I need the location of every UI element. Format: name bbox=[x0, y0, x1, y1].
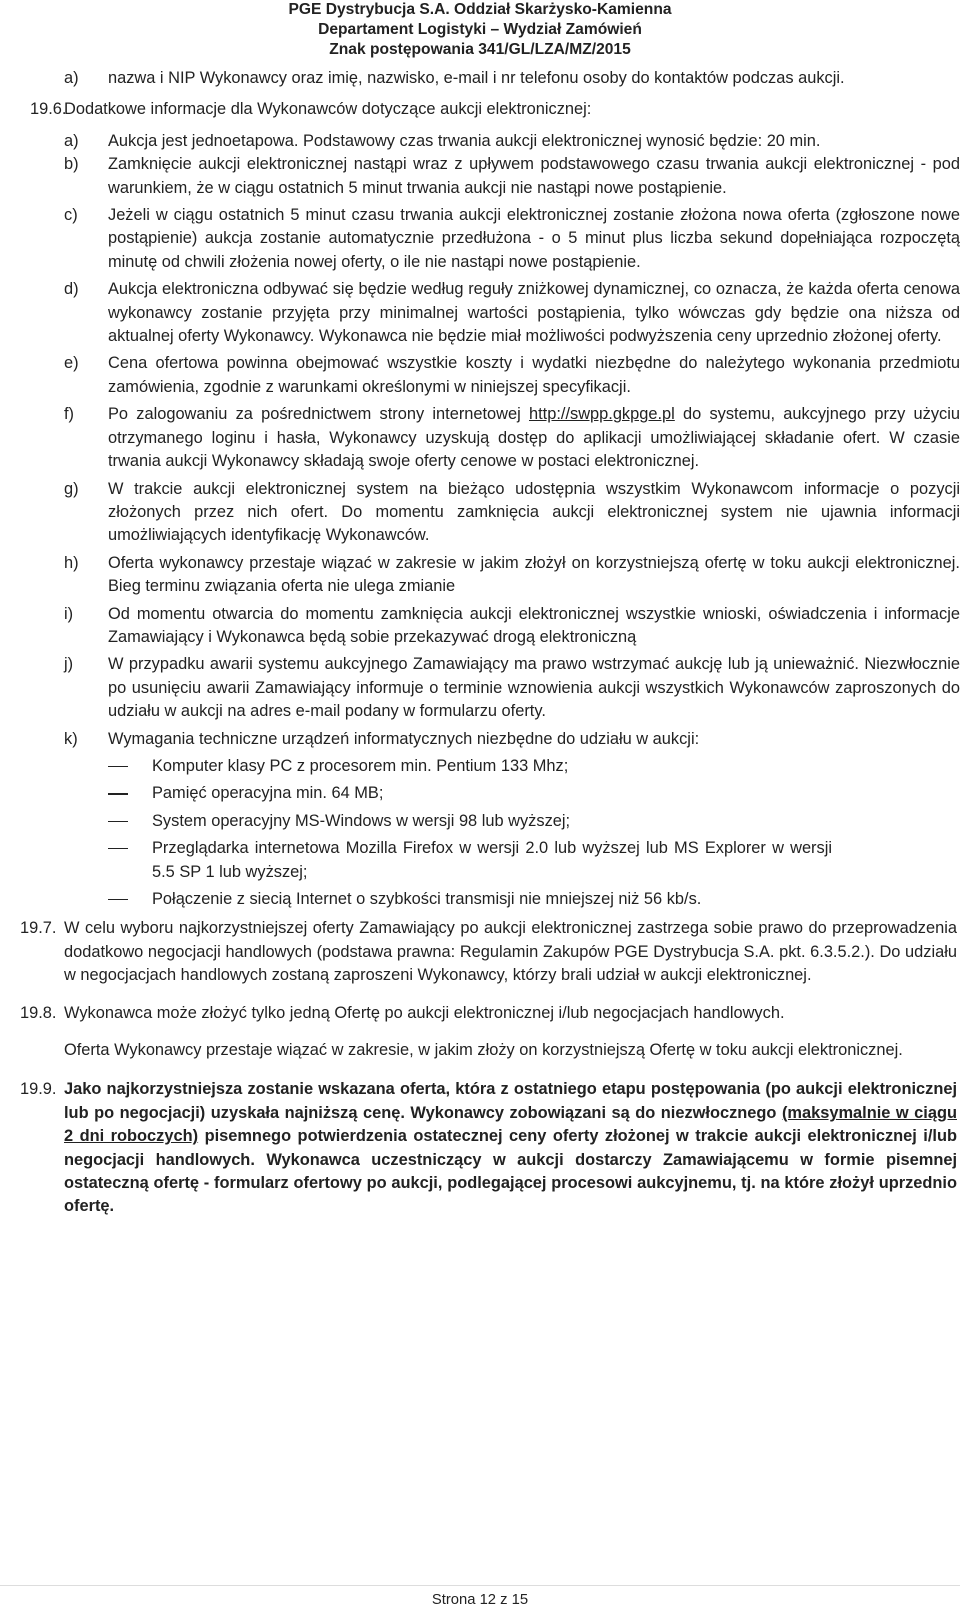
list-item bbox=[64, 130, 960, 153]
section-19-8 bbox=[0, 1002, 960, 1063]
item-text-after-link: do systemu, aukcyjnego przy użyciu otrzymanego loginu i hasła, Wykonawcy uzyskują dostęp do aplikacji umożliwiającej składanie ofert. W czasie trwania aukcji Wykonawcy składają swoje oferty cenowe w postaci elektronicznej. bbox=[108, 405, 960, 471]
list-item bbox=[64, 67, 960, 90]
swpp-link[interactable]: http://swpp.gkpge.pl bbox=[529, 405, 675, 424]
section-paragraph: Oferta Wykonawcy przestaje wiązać w zakresie, w jakim złoży on korzystniejszą Ofertę w toku aukcji elektronicznej. bbox=[64, 1041, 903, 1060]
item-text: Od momentu otwarcia do momentu zamknięcia aukcji elektronicznej wszystkie wnioski, oświadczenia i informacje Zamawiający i Wykonawca będą sobie przekazywać drogą elektroniczną bbox=[108, 604, 960, 646]
list-item bbox=[64, 153, 960, 200]
requirement-item bbox=[108, 837, 960, 884]
item-label: i) bbox=[64, 604, 74, 623]
item-label: f) bbox=[64, 405, 75, 424]
section-text: Wykonawca może złożyć tylko jedną Ofertę po aukcji elektronicznej i/lub negocjacjach handlowych. bbox=[64, 1003, 785, 1022]
header-department: Departament Logistyki – Wydział Zamówień bbox=[318, 21, 642, 38]
page-header bbox=[0, 0, 960, 60]
section-19-6 bbox=[0, 98, 960, 911]
requirement-item bbox=[108, 755, 960, 778]
requirement-text: Połączenie z siecią Internet o szybkości transmisji nie mniejszej niż 56 kb/s. bbox=[152, 890, 702, 908]
list-item bbox=[64, 204, 960, 274]
dash-bullet-icon bbox=[108, 837, 152, 860]
list-item bbox=[64, 552, 960, 599]
section-text-after: pisemnego potwierdzenia ostatecznej ceny oferty złożonej w trakcie aukcji elektronicznej i/lub negocjacji handlowych. Wykonawca uczestniczący w aukcji dostarczy Zamawiającemu w formie pisemnej ostateczną ofertę - formularz ofertowy po aukcji, podlegającej procesowi aukcyjnemu, tj. na które złożył uprzednio ofertę. bbox=[64, 1127, 957, 1216]
item-text: Aukcja elektroniczna odbywać się będzie według reguły zniżkowej dynamicznej, co oznacza, że każda oferta cenowa wykonawcy zostanie przyjęta przy minimalnej wartości postąpienia, tylko wówczas gdy będzie ona niższa od aktualnej oferty Wykonawcy. Wykonawca nie będzie miał możliwości podwyższenia ceny uprzednio złożonej oferty. bbox=[108, 280, 960, 346]
item-text-before-link: Po zalogowaniu za pośrednictwem strony internetowej bbox=[108, 405, 521, 424]
requirement-text: Komputer klasy PC z procesorem min. Pentium 133 Mhz; bbox=[152, 756, 569, 775]
item-text bbox=[108, 403, 960, 473]
section-19-7 bbox=[0, 917, 960, 987]
requirement-text: Przeglądarka internetowa Mozilla Firefox w wersji 2.0 lub wyższej lub MS Explorer w wersji 5.5 SP 1 lub wyższej; bbox=[152, 839, 832, 881]
requirement-item bbox=[108, 810, 960, 833]
list-item bbox=[64, 403, 960, 473]
item-label: g) bbox=[64, 479, 79, 498]
requirement-item bbox=[108, 888, 960, 911]
page-footer bbox=[0, 1591, 960, 1609]
item-label: a) bbox=[64, 69, 79, 87]
requirement-item bbox=[108, 782, 960, 805]
dash-bullet-icon bbox=[108, 888, 152, 911]
dash-bullet-icon bbox=[108, 782, 152, 805]
item-text: Jeżeli w ciągu ostatnich 5 minut czasu trwania aukcji elektronicznej zostanie złożona nowa oferta (zgłoszone nowe postąpienie) aukcja zostanie automatycznie przedłużona - o 5 minut plus liczba sekund dopełniająca rozpoczętą minutę od chwili złożenia nowej oferty, o ile nie nastąpi nowe postąpienie. bbox=[108, 206, 960, 271]
item-text: Cena ofertowa powinna obejmować wszystkie koszty i wydatki niezbędne do należytego wykonania przedmiotu zamówienia, zgodnie z warunkami określonymi w niniejszej specyfikacji. bbox=[108, 354, 960, 396]
item-text: W trakcie aukcji elektronicznej system na bieżąco udostępnia wszystkim Wykonawcom informacje o pozycji złożonych przez nich ofert. Do momentu zamknięcia aukcji elektronicznej system nie ujawnia informacji umożliwiających identyfikację Wykonawców. bbox=[108, 479, 960, 545]
item-label: j) bbox=[64, 655, 74, 674]
section-number: 19.7. bbox=[20, 919, 57, 938]
list-item bbox=[64, 278, 960, 348]
item-text: W przypadku awarii systemu aukcyjnego Zamawiający ma prawo wstrzymać aukcję lub ją unieważnić. Niezwłocznie po usunięciu awarii Zamawiający informuje o terminie wznowienia aukcji wszystkich Wykonawców zaproszonych do udziału w aukcji na adres e-mail podany w formularzu oferty. bbox=[108, 655, 960, 721]
section-title: Dodatkowe informacje dla Wykonawców dotyczące aukcji elektronicznej: bbox=[64, 100, 592, 119]
section-number: 19.6. bbox=[30, 100, 67, 119]
page-number: Strona 12 z 15 bbox=[431, 1592, 529, 1608]
header-company: PGE Dystrybucja S.A. Oddział Skarżysko-Kamienna bbox=[288, 1, 672, 18]
item-label: e) bbox=[64, 354, 79, 373]
dash-bullet-icon bbox=[108, 810, 152, 833]
section-text: W celu wyboru najkorzystniejszej oferty Zamawiający po aukcji elektronicznej zastrzega sobie prawo do przeprowadzenia dodatkowo negocjacji handlowych (podstawa prawna: Regulamin Zakupów PGE Dystrybucja S.A. pkt. 6.3.5.2.). Do udziału w negocjacjach handlowych zostaną zaproszeni Wykonawcy, którzy brali udział w aukcji elektronicznej. bbox=[64, 919, 957, 985]
document-body bbox=[0, 67, 960, 1219]
list-item bbox=[64, 653, 960, 723]
item-text: Oferta wykonawcy przestaje wiązać w zakresie w jakim złożył on korzystniejszą ofertę w toku aukcji elektronicznej. Bieg terminu związania oferta nie ulega zmianie bbox=[108, 553, 960, 596]
requirement-text: Pamięć operacyjna min. 64 MB; bbox=[152, 784, 384, 803]
section-text bbox=[64, 1078, 957, 1218]
item-label: h) bbox=[64, 553, 79, 572]
requirement-text: System operacyjny MS-Windows w wersji 98 lub wyższej; bbox=[152, 811, 571, 830]
list-item bbox=[64, 603, 960, 650]
item-label: c) bbox=[64, 206, 78, 225]
list-item bbox=[64, 352, 960, 399]
header-case-number: Znak postępowania 341/GL/LZA/MZ/2015 bbox=[329, 41, 631, 58]
section-number: 19.8. bbox=[20, 1003, 57, 1022]
item-label: d) bbox=[64, 280, 79, 299]
item-text: nazwa i NIP Wykonawcy oraz imię, nazwisko, e-mail i nr telefonu osoby do kontaktów podczas aukcji. bbox=[108, 69, 845, 87]
section-number: 19.9. bbox=[20, 1080, 57, 1099]
section-19-9 bbox=[0, 1078, 960, 1218]
list-item bbox=[64, 478, 960, 548]
item-label: a) bbox=[64, 131, 79, 150]
item-text: Wymagania techniczne urządzeń informatycznych niezbędne do udziału w aukcji: bbox=[108, 729, 700, 748]
item-label: k) bbox=[64, 729, 78, 748]
item-text: Aukcja jest jednoetapowa. Podstawowy czas trwania aukcji elektronicznej wynosić będzie: 20 min. bbox=[108, 131, 821, 150]
item-label: b) bbox=[64, 155, 79, 174]
list-item bbox=[64, 728, 960, 751]
item-text: Zamknięcie aukcji elektronicznej nastąpi wraz z upływem podstawowego czasu trwania aukcji elektronicznej - pod warunkiem, że w ciągu ostatnich 5 minut trwania aukcji nie nastąpi nowe postąpienie. bbox=[108, 155, 960, 197]
dash-bullet-icon bbox=[108, 755, 152, 778]
section-text-before: Jako najkorzystniejsza zostanie wskazana oferta, która z ostatniego etapu postępowania (po aukcji elektronicznej lub po negocjacji) uzyskała najniższą cenę. Wykonawcy zobowiązani są do niezwłocznego bbox=[64, 1080, 957, 1122]
deadline-underlined: (maksymalnie w ciągu 2 dni roboczych) bbox=[64, 1103, 957, 1146]
